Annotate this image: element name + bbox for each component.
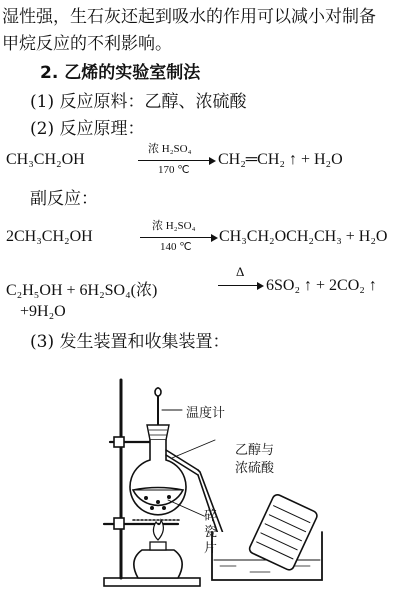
stand-base: [104, 578, 200, 586]
item-apparatus: (3) 发生装置和收集装置：: [30, 332, 230, 352]
side1-eq-right: CH₃CH₂OCH₂CH₃ + H₂O: [219, 228, 388, 245]
section-heading: 2. 乙烯的实验室制法: [40, 63, 201, 83]
label-thermometer: 温度计: [186, 406, 226, 421]
side1-eq-left: 2CH₃CH₂OH: [6, 228, 93, 245]
main-eq-right: CH₂═CH₂ ↑ + H₂O: [218, 151, 343, 168]
main-eq-cond-bottom: 170 ℃: [158, 164, 190, 176]
main-eq-left: CH₃CH₂OH: [6, 151, 85, 168]
label-reagent-line-2: 浓硫酸: [235, 461, 275, 476]
side-reaction-label: 副反应：: [30, 189, 98, 209]
label-porcelain-1: 碎: [204, 509, 218, 524]
intro-line-2: 甲烷反应的不利影响。: [2, 34, 172, 54]
intro-line-1: 湿性强，生石灰还起到吸水的作用可以减小对制备: [2, 7, 376, 27]
side2-eq-right: 6SO₂ ↑ + 2CO₂ ↑: [266, 277, 377, 294]
side2-eq-left: C₂H₅OH + 6H₂SO₄(浓): [6, 282, 158, 299]
side1-eq-cond-bottom: 140 ℃: [160, 241, 192, 253]
side2-eq-continuation: +9H₂O: [20, 303, 66, 320]
alcohol-lamp: [134, 550, 182, 578]
main-eq-cond-top: 浓 H₂SO₄: [148, 143, 192, 155]
label-reagent-line-1: 乙醇与: [235, 443, 275, 458]
label-porcelain-3: 片: [204, 541, 218, 556]
label-porcelain-2: 瓷: [204, 525, 218, 540]
stopper: [147, 425, 169, 440]
side2-eq-cond-top: Δ: [236, 264, 245, 279]
item-reaction-principle: (2) 反应原理：: [30, 119, 145, 139]
side1-eq-cond-top: 浓 H₂SO₄: [152, 220, 196, 232]
item-reaction-materials: (1) 反应原料：乙醇、浓硫酸: [30, 92, 247, 112]
